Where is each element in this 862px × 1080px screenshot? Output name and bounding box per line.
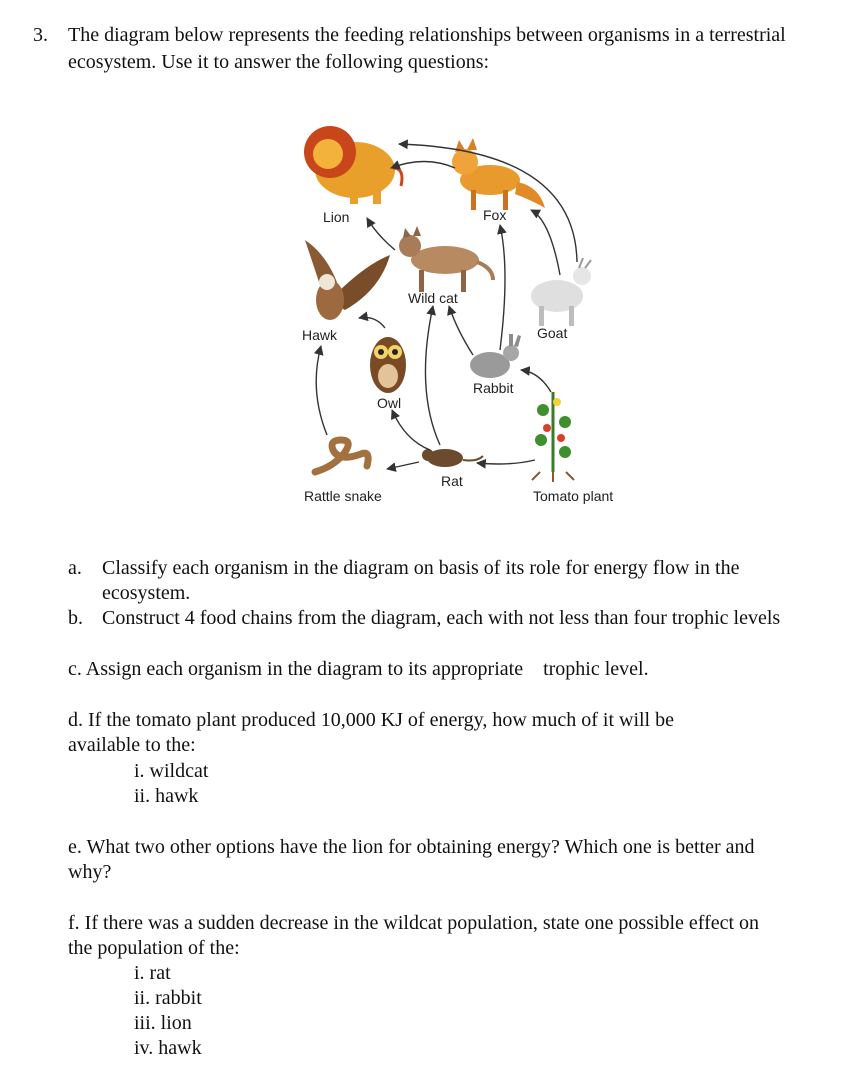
arrow-tomato-to-rabbit [521, 370, 551, 392]
question-intro-line1: The diagram below represents the feeding relationships between organisms in a terrestrial [68, 24, 786, 46]
part-f-line2: the population of the: [68, 937, 240, 959]
part-a-marker: a. [68, 557, 82, 579]
question-number: 3. [33, 24, 48, 46]
part-d-line1: d. If the tomato plant produced 10,000 KJ of energy, how much of it will be [68, 709, 674, 731]
rattlesnake-label: Rattle snake [304, 488, 382, 504]
lion-icon [304, 126, 402, 204]
lion-label: Lion [323, 209, 350, 225]
wildcat-label: Wild cat [408, 290, 458, 306]
arrow-rabbit-to-wildcat [449, 306, 473, 355]
fox-icon [452, 138, 545, 210]
arrow-rabbit-to-fox [500, 225, 505, 350]
question-intro-line2: ecosystem. Use it to answer the following questions: [68, 51, 490, 73]
part-b-marker: b. [68, 607, 83, 629]
part-c-line1: c. Assign each organism in the diagram to its appropriate trophic level. [68, 658, 649, 680]
arrow-rattlesnake-to-hawk [316, 346, 327, 435]
part-b-line1: Construct 4 food chains from the diagram, each with not less than four trophic levels [102, 607, 781, 629]
fox-label: Fox [483, 207, 507, 223]
rat-label: Rat [441, 473, 463, 489]
arrow-tomato-to-rat [477, 460, 535, 464]
part-f-item-iii: iii. lion [134, 1012, 192, 1034]
rat-icon [422, 449, 483, 467]
tomato-plant-label: Tomato plant [533, 488, 614, 504]
arrow-owl-to-hawk [359, 317, 385, 328]
hawk-icon [305, 240, 390, 320]
goat-icon [531, 258, 591, 326]
goat-label: Goat [537, 325, 568, 341]
rabbit-label: Rabbit [473, 380, 514, 396]
part-f-item-i: i. rat [134, 962, 171, 984]
part-d-line2: available to the: [68, 734, 196, 756]
tomato-plant-icon [532, 392, 574, 482]
part-f-line1: f. If there was a sudden decrease in the wildcat population, state one possible effect on [68, 912, 760, 934]
part-e-line1: e. What two other options have the lion for obtaining energy? Which one is better and [68, 836, 755, 858]
rabbit-icon [470, 334, 521, 378]
part-d-item-i: i. wildcat [134, 760, 209, 782]
part-a-line1: Classify each organism in the diagram on basis of its role for energy flow in the [102, 557, 740, 579]
arrow-rat-to-owl [392, 410, 430, 450]
hawk-label: Hawk [302, 327, 338, 343]
wildcat-icon [399, 226, 493, 292]
part-e-line2: why? [68, 861, 112, 883]
part-d-item-ii: ii. hawk [134, 785, 199, 807]
food-web-diagram [295, 110, 635, 520]
rattlesnake-icon [315, 440, 368, 472]
part-f-item-iv: iv. hawk [134, 1037, 202, 1059]
owl-label: Owl [377, 395, 402, 411]
owl-icon [370, 337, 406, 393]
part-f-item-ii: ii. rabbit [134, 987, 202, 1009]
arrow-rat-to-wildcat [425, 306, 440, 445]
arrow-wildcat-to-lion [367, 218, 395, 250]
arrow-goat-to-fox [531, 210, 560, 275]
arrow-rat-to-rattlesnake [387, 462, 419, 469]
part-a-line2: ecosystem. [102, 582, 191, 604]
arrow-fox-to-lion [391, 162, 455, 169]
